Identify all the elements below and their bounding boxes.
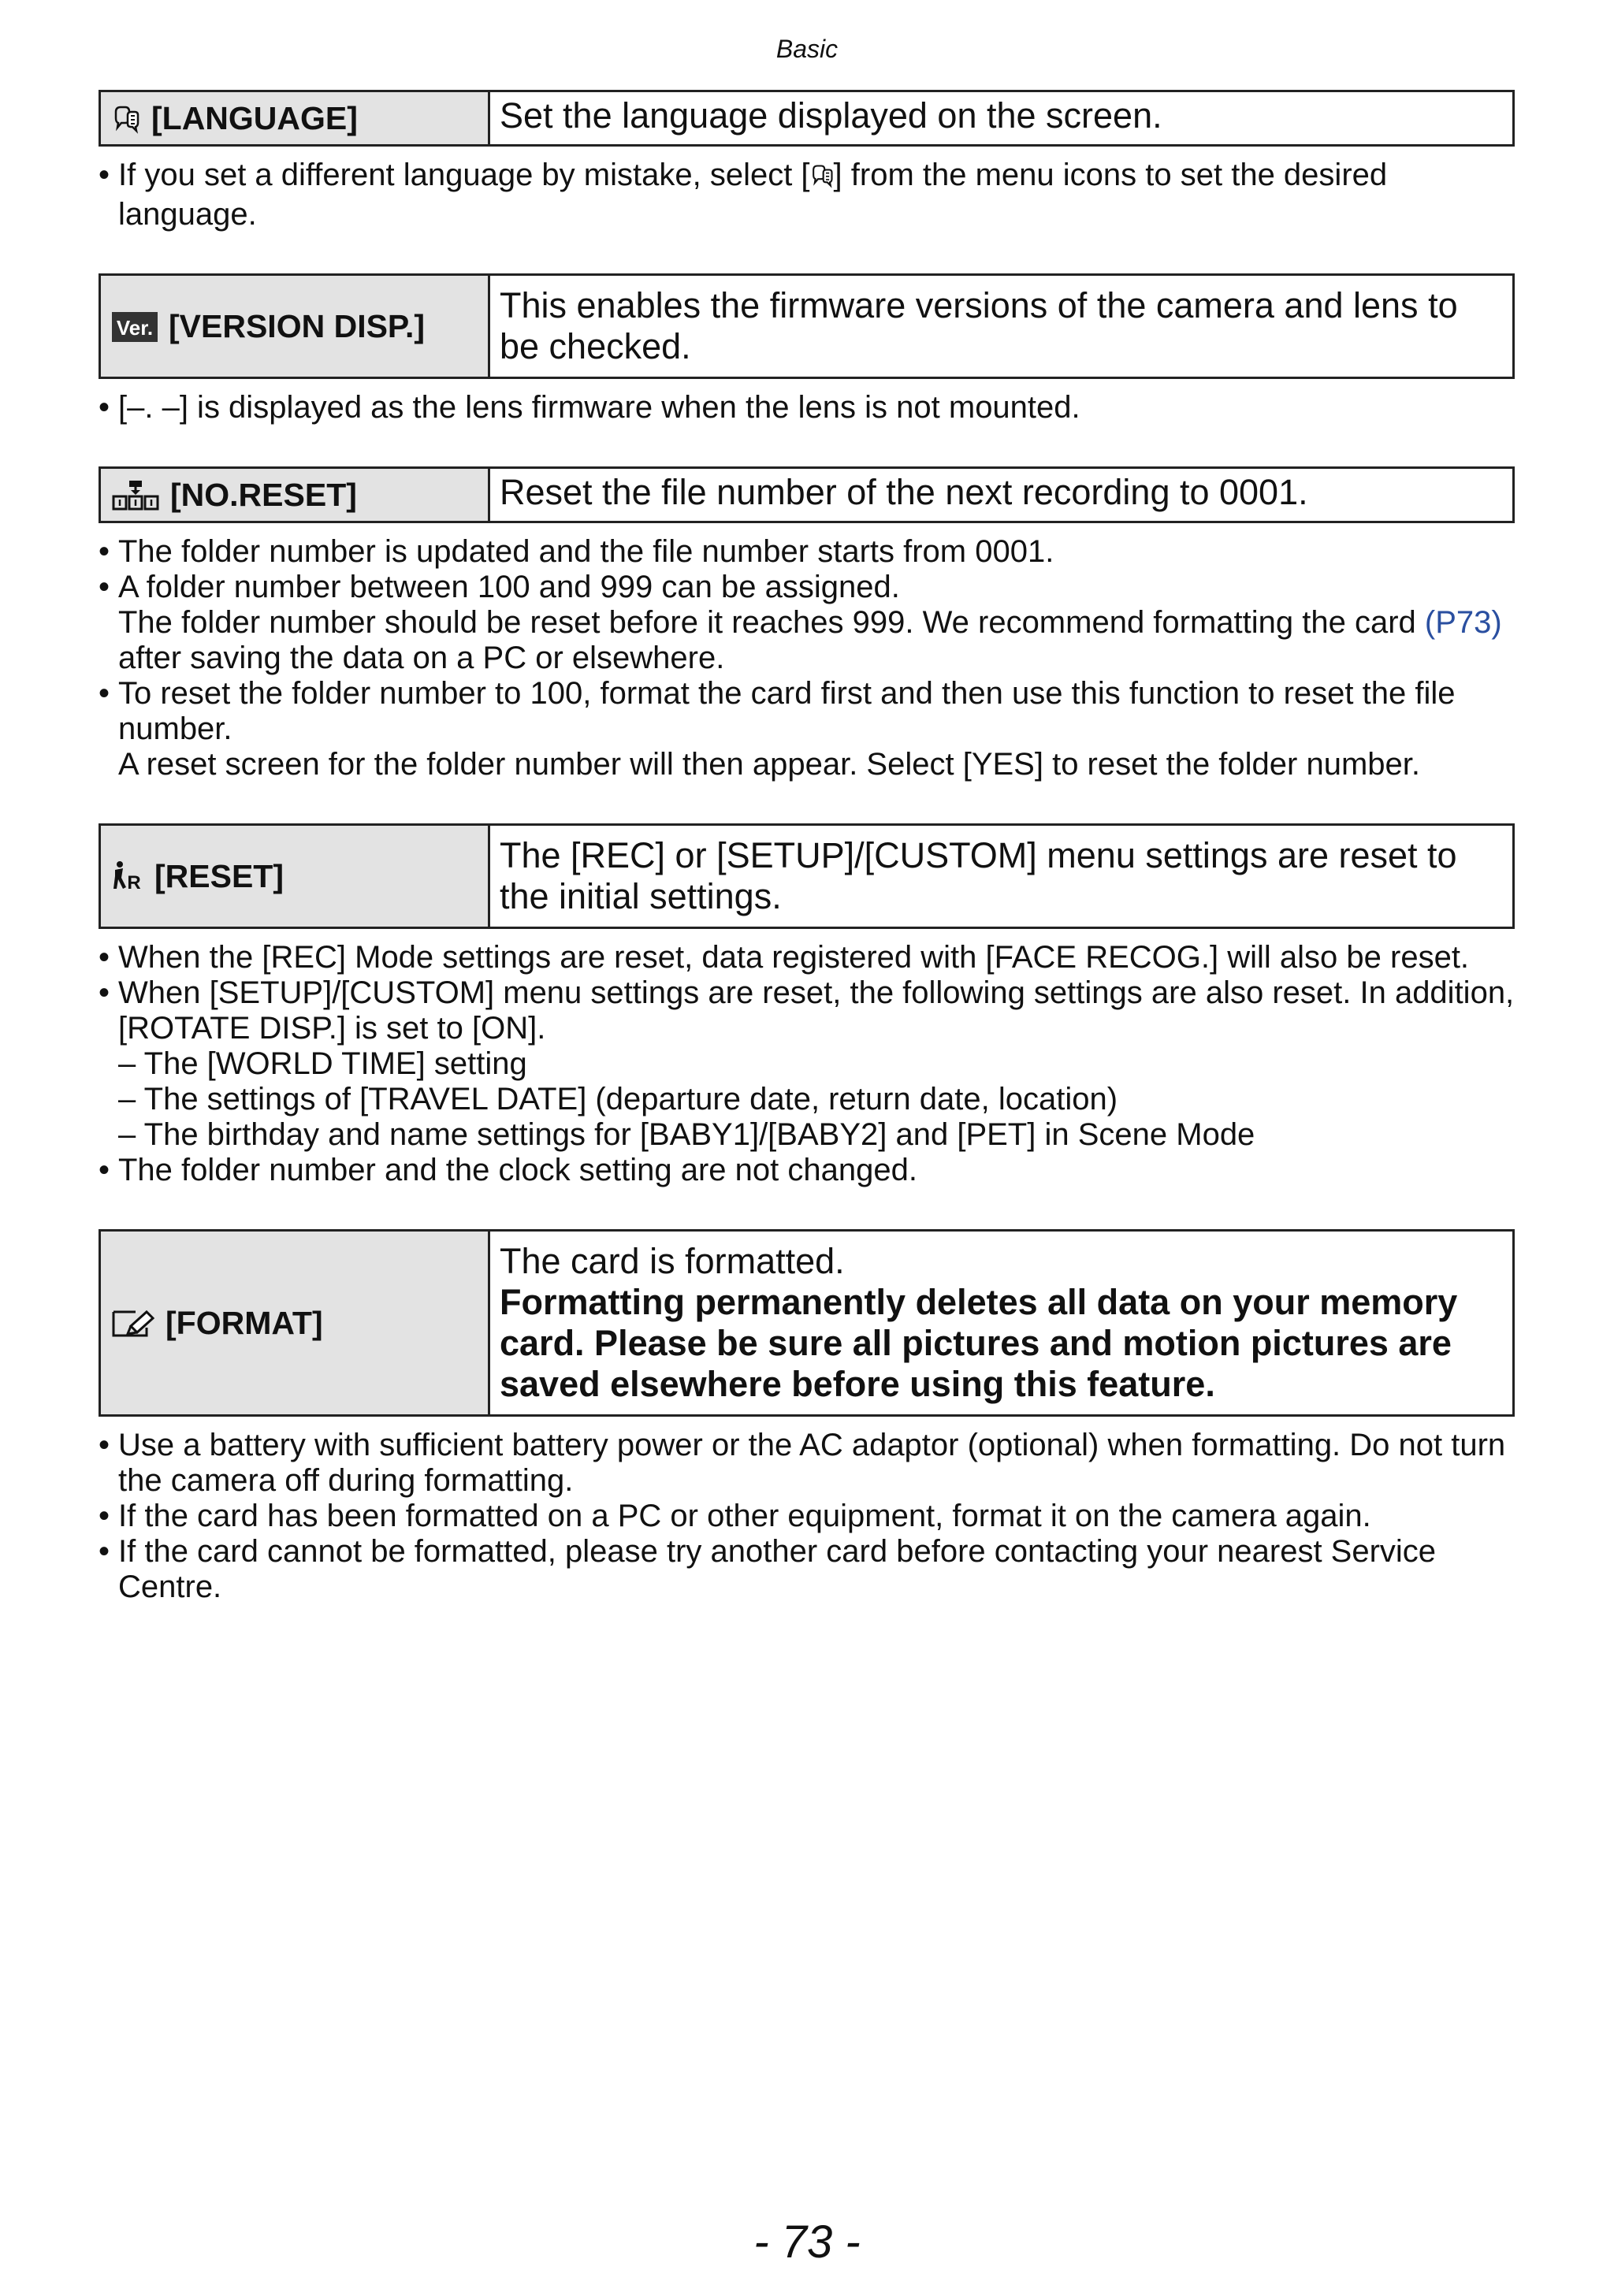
- format-icon: [112, 1307, 154, 1339]
- note-item: [99, 570, 1515, 605]
- note-item: [99, 1428, 1515, 1499]
- note-item: [99, 940, 1515, 975]
- no-reset-desc-text: Reset the file number of the next recording to 0001.: [500, 472, 1308, 512]
- running-header: Basic: [775, 35, 839, 63]
- version-icon: [112, 312, 158, 342]
- note-text: The folder number and the clock setting are not changed.: [118, 1153, 917, 1187]
- language-setting-desc: [489, 91, 1514, 146]
- note-text: Use a battery with sufficient battery power or the AC adaptor (optional) when formatting. Do not turn the camera off during formatting.: [118, 1428, 1506, 1498]
- format-setting-key: [100, 1231, 489, 1416]
- note-continuation: [99, 605, 1515, 676]
- note-text: If you set a different language by mistake, select [: [118, 158, 810, 192]
- note-item: [99, 390, 1515, 425]
- note-text: If the card has been formatted on a PC or other equipment, format it on the camera again.: [118, 1499, 1371, 1533]
- version-disp-setting-key: [100, 275, 489, 378]
- note-text: To reset the folder number to 100, format the card first and then use this function to reset the file number.: [118, 676, 1456, 746]
- version-disp-key-label: [VERSION DISP.]: [169, 307, 426, 344]
- reset-desc-text: The [REC] or [SETUP]/[CUSTOM] menu settings are reset to the initial settings.: [500, 835, 1457, 916]
- note-text: – The settings of [TRAVEL DATE] (departure date, return date, location): [118, 1082, 1118, 1116]
- format-key-label: [FORMAT]: [165, 1304, 323, 1341]
- version-disp-setting-desc: [489, 275, 1514, 378]
- format-setting-desc: [489, 1231, 1514, 1416]
- page-reference-link[interactable]: (P73): [1424, 605, 1502, 640]
- svg-text:R: R: [127, 871, 141, 892]
- note-sub-item: [99, 1082, 1515, 1117]
- reset-notes: [99, 940, 1515, 1188]
- note-continuation: [99, 747, 1515, 782]
- version-disp-desc-text: This enables the firmware versions of the camera and lens to be checked.: [500, 285, 1458, 366]
- note-item: [99, 1153, 1515, 1188]
- language-setting-key: [100, 91, 489, 146]
- note-sub-item: [99, 1117, 1515, 1153]
- language-key-label: [LANGUAGE]: [151, 99, 358, 136]
- note-text: ] from the menu icons to set the desired language.: [118, 158, 1388, 232]
- no-reset-setting-desc: [489, 468, 1514, 522]
- note-item: [99, 158, 1515, 232]
- note-item: [99, 676, 1515, 747]
- no-reset-key-label: [NO.RESET]: [170, 476, 357, 513]
- reset-icon: [112, 860, 143, 892]
- language-icon: [112, 104, 140, 134]
- no-reset-setting-table: [99, 466, 1515, 523]
- note-text: When the [REC] Mode settings are reset, data registered with [FACE RECOG.] will also be reset.: [118, 940, 1470, 975]
- note-item: [99, 1499, 1515, 1534]
- note-text: – The birthday and name settings for [BABY1]/[BABY2] and [PET] in Scene Mode: [118, 1117, 1255, 1152]
- note-text: A reset screen for the folder number will then appear. Select [YES] to reset the folder number.: [118, 747, 1421, 782]
- language-icon: [810, 162, 834, 197]
- format-desc-text: The card is formatted.: [500, 1241, 845, 1281]
- format-warning-text: Formatting permanently deletes all data on your memory card. Please be sure all pictures and motion pictures are saved elsewhere before using this feature.: [500, 1282, 1458, 1404]
- page-content: [99, 90, 1515, 1605]
- format-setting-table: [99, 1229, 1515, 1417]
- language-notes: [99, 158, 1515, 232]
- page-number: - 73 -: [753, 2216, 861, 2268]
- note-text: If the card cannot be formatted, please try another card before contacting your nearest Service Centre.: [118, 1534, 1437, 1604]
- version-disp-notes: [99, 390, 1515, 425]
- reset-setting-desc: [489, 825, 1514, 928]
- note-item: [99, 534, 1515, 570]
- note-item: [99, 1534, 1515, 1605]
- format-notes: [99, 1428, 1515, 1605]
- reset-setting-key: [100, 825, 489, 928]
- note-item: [99, 975, 1515, 1046]
- note-text: The folder number is updated and the file number starts from 0001.: [118, 534, 1054, 569]
- language-desc-text: Set the language displayed on the screen.: [500, 95, 1162, 136]
- note-text: The folder number should be reset before it reaches 999. We recommend formatting the card: [118, 605, 1425, 640]
- language-setting-table: [99, 90, 1515, 147]
- version-disp-setting-table: [99, 273, 1515, 379]
- note-sub-item: [99, 1046, 1515, 1082]
- no-reset-setting-key: [100, 468, 489, 522]
- reset-setting-table: [99, 823, 1515, 929]
- note-text: [–. –] is displayed as the lens firmware when the lens is not mounted.: [118, 390, 1080, 425]
- note-text: – The [WORLD TIME] setting: [118, 1046, 527, 1081]
- note-text: When [SETUP]/[CUSTOM] menu settings are reset, the following settings are also reset. In addition, [ROTATE DISP.] is set to [ON].: [118, 975, 1515, 1046]
- no-reset-notes: [99, 534, 1515, 782]
- note-text: after saving the data on a PC or elsewhere.: [118, 641, 725, 675]
- svg-text:Ver.: Ver.: [116, 315, 154, 340]
- note-text: A folder number between 100 and 999 can be assigned.: [118, 570, 900, 604]
- file-number-reset-icon: [112, 479, 159, 511]
- reset-key-label: [RESET]: [154, 857, 284, 894]
